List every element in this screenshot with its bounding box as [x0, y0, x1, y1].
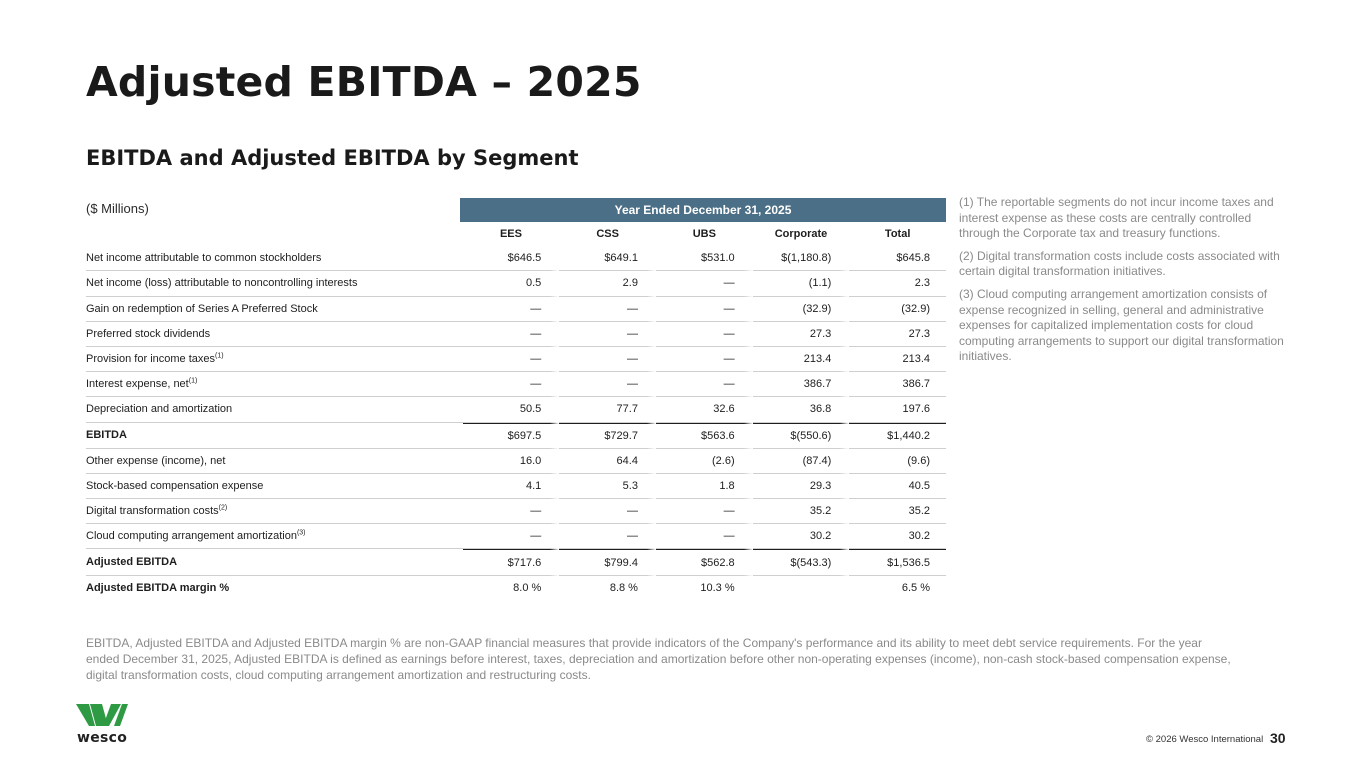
cell-ees: $697.5	[463, 423, 560, 449]
column-header: Corporate	[774, 228, 828, 241]
cell-corporate: 30.2	[753, 524, 850, 549]
brand-wordmark: wesco	[77, 730, 128, 746]
cell-ubs: (2.6)	[656, 449, 753, 474]
column-header: EES	[499, 228, 522, 241]
cell-total: 35.2	[849, 499, 946, 524]
table-row	[86, 372, 946, 397]
cell-css: 64.4	[559, 449, 656, 474]
cell-total: 30.2	[849, 524, 946, 549]
table-row	[86, 499, 946, 524]
cell-total: (9.6)	[849, 449, 946, 474]
cell-ees: 50.5	[463, 397, 560, 422]
cell-css: 5.3	[559, 474, 656, 499]
row-label: Adjusted EBITDA margin %	[86, 581, 230, 594]
cell-total: 2.3	[849, 271, 946, 296]
footnote-marker: (1)	[215, 352, 224, 360]
cell-ees: —	[463, 347, 560, 372]
cell-ubs: —	[656, 347, 753, 372]
cell-corporate: 27.3	[753, 322, 850, 347]
table-row	[86, 271, 946, 296]
row-label: Cloud computing arrangement amortization$^{(3)}$	[86, 524, 463, 549]
page-title: Adjusted EBITDA – 2025	[86, 58, 642, 106]
cell-ubs: —	[656, 524, 753, 549]
cell-css: $729.7	[559, 423, 656, 449]
table-row	[86, 322, 946, 347]
cell-css: —	[559, 499, 656, 524]
row-label: Provision for income taxes$^{(1)}$	[86, 347, 463, 372]
cell-total: $1,440.2	[849, 423, 946, 449]
cell-ubs: —	[656, 499, 753, 524]
note-1: (1) The reportable segments do not incur income taxes and interest expense as these costs are centrally controlled through the Corporate tax and treasury functions.	[959, 195, 1274, 241]
cell-ubs: —	[656, 271, 753, 296]
row-label: Net income attributable to common stockholders	[86, 246, 463, 271]
column-header: UBS	[692, 228, 716, 241]
table-row	[86, 449, 946, 474]
cell-ees: $717.6	[463, 549, 560, 575]
cell-ees: —	[463, 499, 560, 524]
column-header: Total	[884, 228, 911, 241]
note-2: (2) Digital transformation costs include costs associated with certain digital transformation initiatives.	[959, 248, 1280, 279]
column-header-row	[86, 222, 946, 246]
row-label: Stock-based compensation expense	[86, 474, 463, 499]
cell-css: $649.1	[559, 246, 656, 271]
cell-ees: 0.5	[463, 271, 560, 296]
cell-total: $1,536.5	[849, 549, 946, 575]
table-row	[86, 423, 946, 449]
cell-corporate: $(543.3)	[753, 549, 850, 575]
row-label: Adjusted EBITDA	[86, 549, 463, 575]
cell-css: $799.4	[559, 549, 656, 575]
cell-corporate: 35.2	[753, 499, 850, 524]
cell-ubs: $562.8	[656, 549, 753, 575]
cell-total: 40.5	[849, 474, 946, 499]
column-header: CSS	[596, 228, 619, 241]
ebitda-table	[86, 222, 946, 600]
row-label: Other expense (income), net	[86, 449, 463, 474]
table-row	[86, 297, 946, 322]
cell-css: —	[559, 297, 656, 322]
row-label: Digital transformation costs$^{(2)}$	[86, 499, 463, 524]
cell-ubs: 10.3 %	[656, 576, 753, 600]
cell-corporate	[753, 576, 850, 600]
cell-corporate: 36.8	[753, 397, 850, 422]
page-number: 30	[1270, 730, 1286, 746]
row-label: Depreciation and amortization	[86, 397, 463, 422]
cell-corporate: 213.4	[753, 347, 850, 372]
table-row	[86, 397, 946, 422]
cell-ubs: $531.0	[656, 246, 753, 271]
cell-corporate: $(1,180.8)	[753, 246, 850, 271]
cell-total: $645.8	[849, 246, 946, 271]
period-header: Year Ended December 31, 2025	[460, 198, 946, 222]
cell-ees: —	[463, 322, 560, 347]
cell-ees: —	[463, 372, 560, 397]
row-label: Gain on redemption of Series A Preferred Stock	[86, 297, 463, 322]
cell-corporate: 29.3	[753, 474, 850, 499]
cell-corporate: 386.7	[753, 372, 850, 397]
cell-ubs: 1.8	[656, 474, 753, 499]
table-row	[86, 524, 946, 549]
table-row	[86, 576, 946, 600]
footnote-marker: (3)	[296, 529, 306, 537]
cell-ees: 4.1	[463, 474, 560, 499]
cell-ees: 16.0	[463, 449, 560, 474]
non-gaap-footnote: EBITDA, Adjusted EBITDA and Adjusted EBITDA margin % are non-GAAP financial measures that provide indicators of the Company's performance and its ability to meet debt service requirements. For the year ended December 31, 2025, Adjusted EBITDA is defined as earnings before interest, taxes, depreciation and amortization before other non-operating expenses (income), non-cash stock-based compensation expense, digital transformation costs, cloud computing arrangement amortization and restructuring costs.	[86, 636, 1231, 682]
table-row	[86, 549, 946, 575]
cell-ubs: $563.6	[656, 423, 753, 449]
footnote-marker: (1)	[188, 377, 198, 385]
table-row	[86, 474, 946, 499]
note-3: (3) Cloud computing arrangement amortization consists of expense recognized in selling, general and administrative expenses for capitalized implementation costs for cloud computing arrangements to support our digital transformation initiatives.	[959, 286, 1284, 364]
footnote-marker: (2)	[218, 504, 228, 512]
cell-ubs: 32.6	[656, 397, 753, 422]
cell-total: (32.9)	[849, 297, 946, 322]
row-label: Net income (loss) attributable to noncontrolling interests	[86, 271, 463, 296]
cell-total: 386.7	[849, 372, 946, 397]
cell-ubs: —	[656, 372, 753, 397]
cell-css: —	[559, 322, 656, 347]
row-label: Preferred stock dividends	[86, 322, 463, 347]
label-column-header	[86, 222, 463, 246]
cell-ubs: —	[656, 322, 753, 347]
units-label: ($ Millions)	[86, 201, 149, 216]
cell-css: 77.7	[559, 397, 656, 422]
cell-total: 213.4	[849, 347, 946, 372]
cell-total: 197.6	[849, 397, 946, 422]
cell-corporate: $(550.6)	[753, 423, 850, 449]
cell-css: 2.9	[559, 271, 656, 296]
cell-ees: —	[463, 297, 560, 322]
row-label: EBITDA	[86, 423, 463, 449]
cell-ees: $646.5	[463, 246, 560, 271]
cell-css: —	[559, 347, 656, 372]
cell-total: 6.5 %	[901, 581, 930, 594]
row-label: Interest expense, net$^{(1)}$	[86, 372, 463, 397]
cell-total: 27.3	[849, 322, 946, 347]
cell-css: —	[559, 524, 656, 549]
cell-ubs: —	[656, 297, 753, 322]
cell-corporate: (1.1)	[753, 271, 850, 296]
cell-css: —	[559, 372, 656, 397]
cell-ees: —	[463, 524, 560, 549]
section-subtitle: EBITDA and Adjusted EBITDA by Segment	[86, 146, 579, 170]
table-row	[86, 347, 946, 372]
cell-corporate: (32.9)	[753, 297, 850, 322]
copyright: © 2026 Wesco International	[1146, 734, 1264, 745]
table-row	[86, 246, 946, 271]
side-notes	[959, 195, 1289, 372]
cell-ees: 8.0 %	[463, 576, 560, 600]
cell-corporate: (87.4)	[753, 449, 850, 474]
cell-css: 8.8 %	[559, 576, 656, 600]
